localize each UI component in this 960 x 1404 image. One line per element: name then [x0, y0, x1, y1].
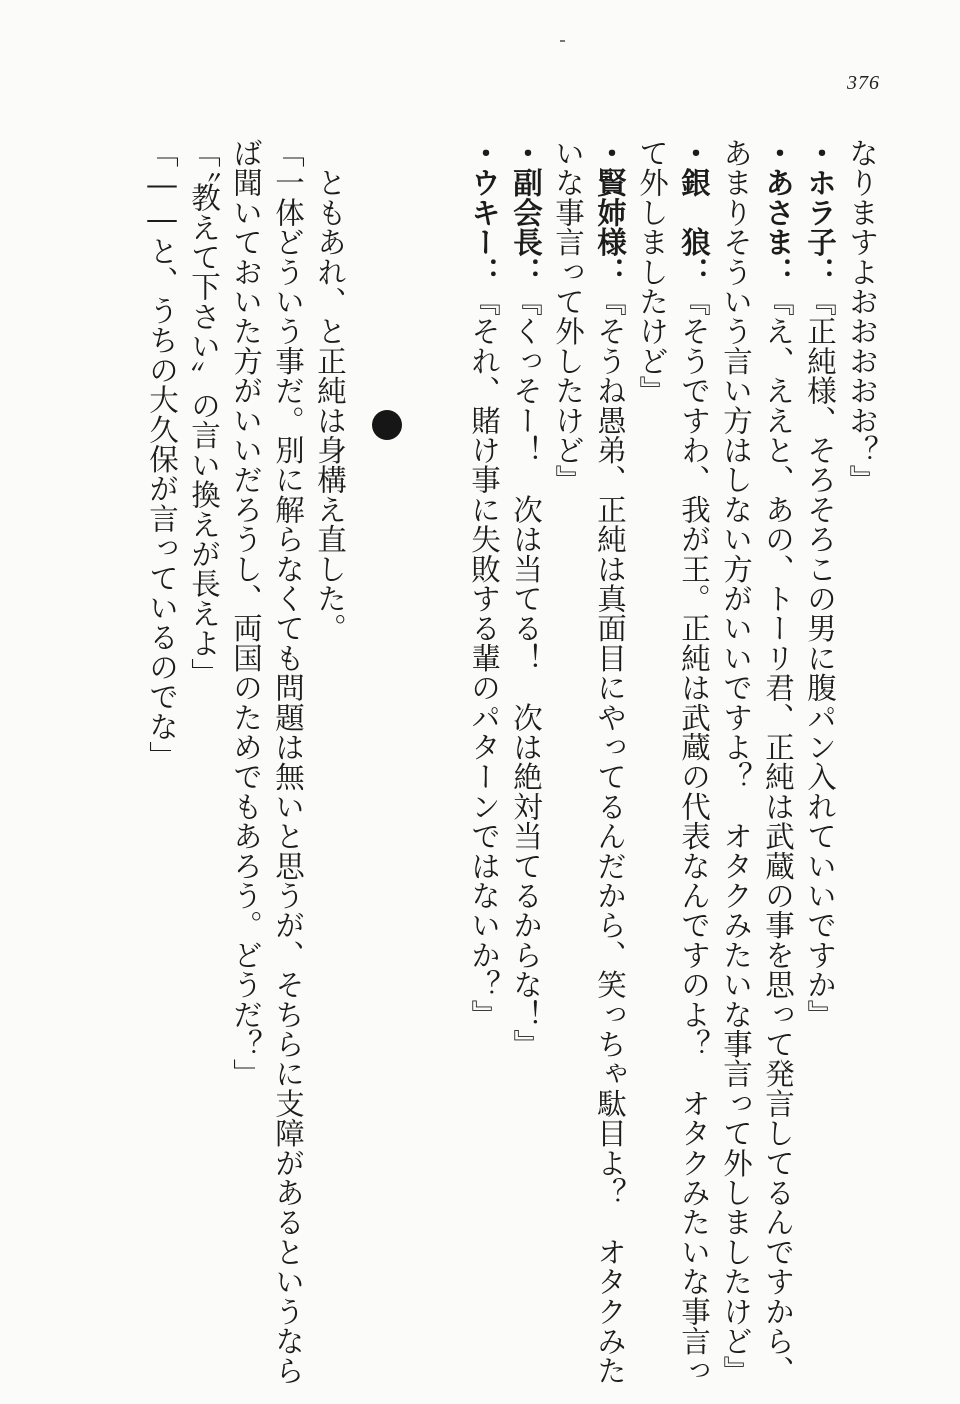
line-text: ば聞いておいた方がいいだろうし、両国のためでもあろう。どうだ？」: [229, 138, 263, 1089]
line-text: 「――と、うちの大久保が言っているのでな」: [145, 138, 179, 771]
text-column: [800, 138, 840, 1358]
speaker-name: ・賢姉様：: [593, 138, 628, 287]
line-text: いな事言って外したけど』: [551, 138, 585, 495]
text-column: [758, 138, 798, 1386]
text-column: [268, 138, 308, 1386]
text-column: [674, 138, 714, 1386]
line-text: て外しましたけど』: [635, 138, 669, 406]
speaker-name: ・銀 狼：: [677, 138, 712, 287]
line-text: 「一体どういう事だ。別に解らなくても問題は無いと思うが、そちらに支障があるというなら: [271, 138, 305, 1386]
text-column: [716, 138, 756, 1386]
text-column: [226, 138, 266, 1358]
line-text: 『そうね愚弟、正純は真面目にやってるんだから、笑っちゃ駄目よ？ オタクみた: [593, 286, 627, 1386]
text-column: [506, 138, 546, 1358]
speaker-name: ・ウキー：: [467, 138, 502, 287]
text-column: [632, 138, 672, 1358]
line-text: あまりそういう言い方はしない方がいいですよ？ オタクみたいな事言って外しましたけど』: [719, 138, 753, 1386]
line-text: 『正純様、そろそろこの男に腹パン入れていいですか』: [803, 286, 837, 1029]
text-column: [310, 138, 350, 1358]
speaker-name: ・ホラ子：: [803, 138, 838, 287]
line-text: なりますよおおおおお？』: [845, 138, 879, 495]
line-text: 「〝教えて下さい〟の言い換えが長えよ」: [187, 138, 221, 688]
speaker-name: ・副会長：: [509, 138, 544, 287]
line-text: 『それ、賭け事に失敗する輩のパターンではないか？』: [467, 286, 501, 1029]
text-column: [590, 138, 630, 1386]
text-column: [184, 138, 224, 1358]
section-break-dot: [372, 410, 402, 440]
line-text: 『くっそー！ 次は当てる！ 次は絶対当てるからな！』: [509, 286, 543, 1059]
print-speck: [560, 40, 565, 42]
text-column: [142, 138, 182, 1358]
page-number: 376: [847, 72, 880, 94]
speaker-name: ・あさま：: [761, 138, 796, 287]
line-text: ともあれ、と正純は身構え直した。: [313, 138, 347, 643]
text-column: [548, 138, 588, 1358]
line-text: 『そうですわ、我が王。正純は武蔵の代表なんですのよ？ オタクみたいな事言っ: [677, 286, 711, 1386]
text-column: [842, 138, 882, 1358]
text-column: [464, 138, 504, 1358]
line-text: 『え、ええと、あの、トーリ君、正純は武蔵の事を思って発言してるんですから、: [761, 286, 795, 1386]
